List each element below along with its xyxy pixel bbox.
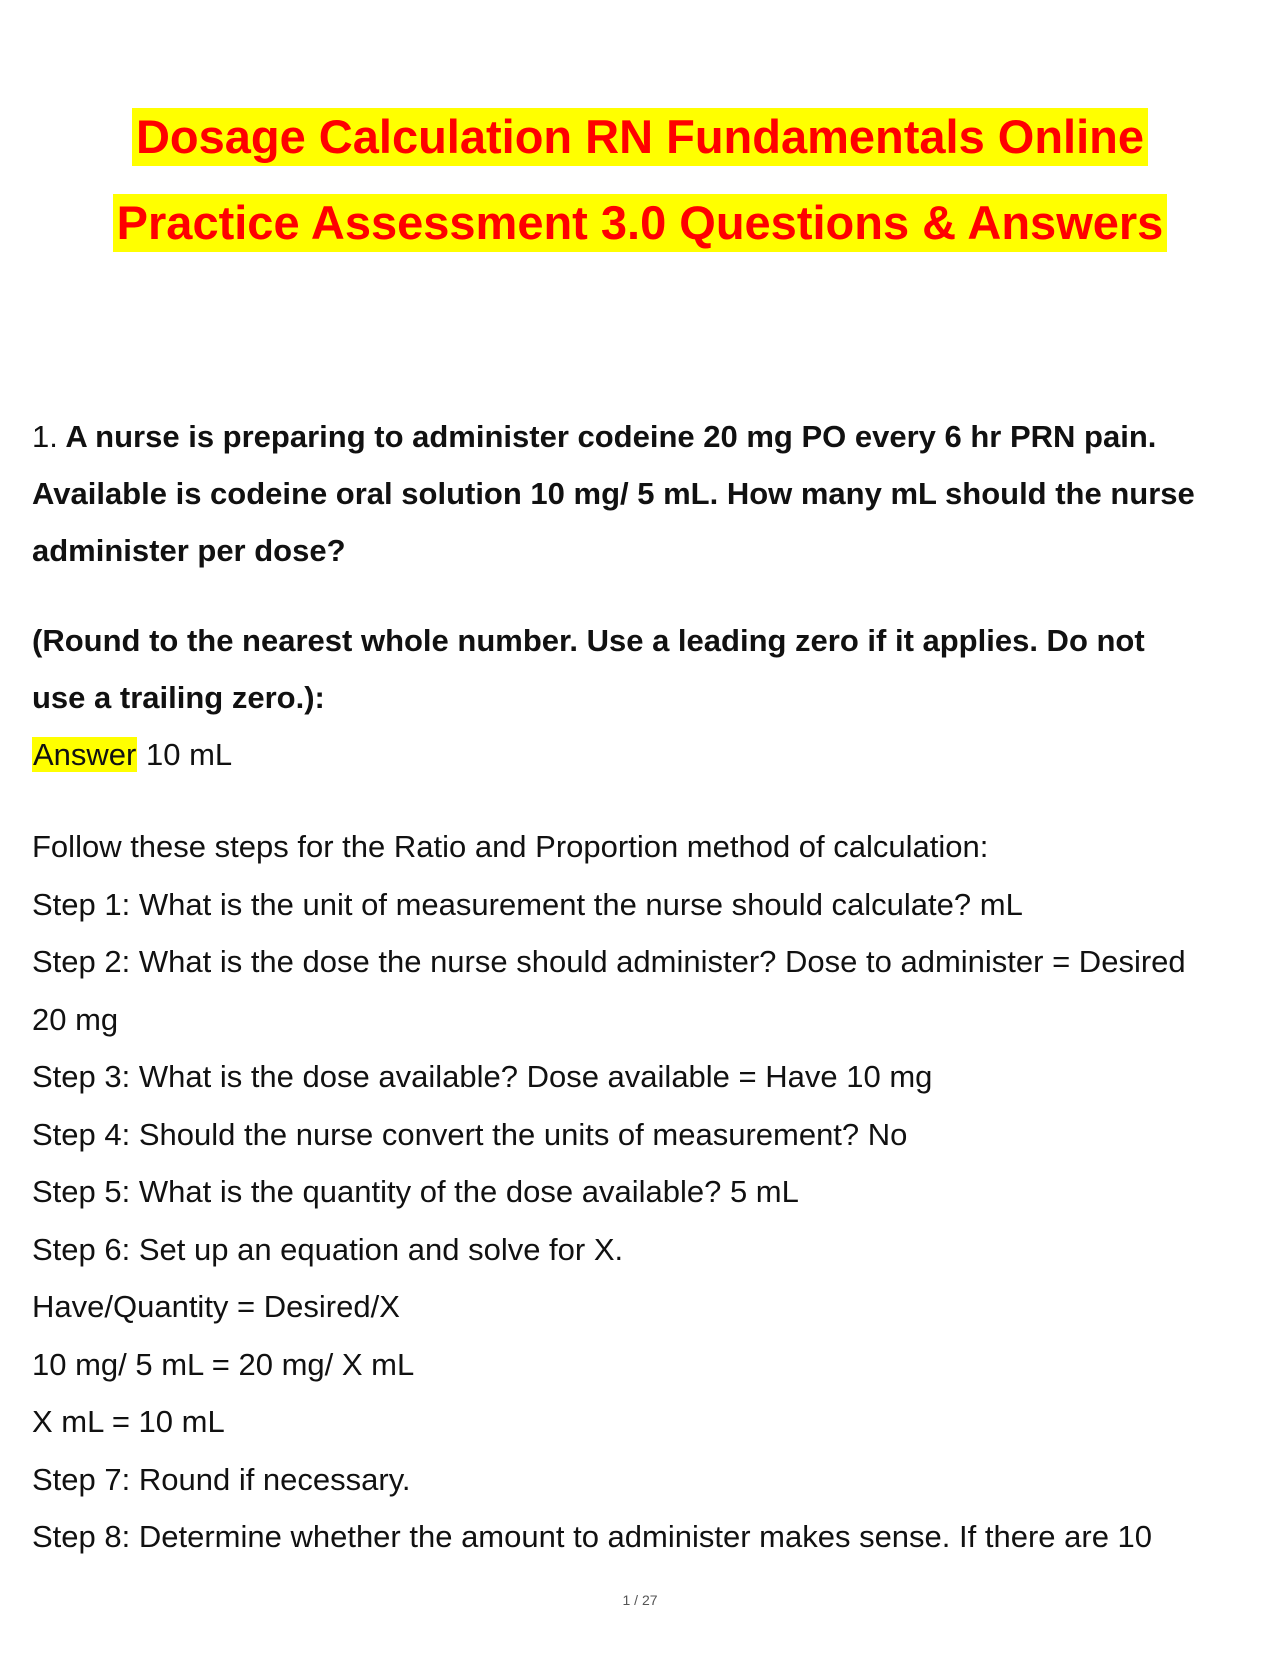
step-line: X mL = 10 mL — [32, 1404, 225, 1439]
step-line: Step 2: What is the dose the nurse should administer? Dose to administer = Desired — [32, 944, 1186, 979]
question-line: Available is codeine oral solution 10 mg/ 5 mL. How many mL should the nurse — [32, 476, 1195, 511]
step-line: Step 1: What is the unit of measurement the nurse should calculate? mL — [32, 886, 1023, 922]
rounding-instructions — [32, 612, 1257, 726]
rounding-line: use a trailing zero.): — [32, 680, 325, 715]
question-text: A nurse is preparing to administer codeine 20 mg PO every 6 hr PRN pain. — [65, 419, 1157, 454]
answer-value: 10 mL — [146, 737, 233, 772]
step-line: 20 mg — [32, 1001, 119, 1037]
rounding-line: (Round to the nearest whole number. Use a leading zero if it applies. Do not — [32, 623, 1145, 658]
question-line: administer per dose? — [32, 533, 346, 568]
step-line: Step 7: Round if necessary. — [32, 1461, 411, 1497]
solution-steps — [32, 818, 1257, 1566]
step-line: Have/Quantity = Desired/X — [32, 1289, 400, 1324]
step-line: 10 mg/ 5 mL = 20 mg/ X mL — [32, 1346, 415, 1382]
answer-line — [32, 726, 1257, 783]
question-block — [32, 408, 1257, 783]
question-line — [32, 408, 1257, 465]
title-line-2: Practice Assessment 3.0 Questions & Answers — [113, 194, 1168, 252]
document-title — [0, 108, 1280, 280]
step-line: Step 6: Set up an equation and solve for X. — [32, 1231, 624, 1267]
document-body — [32, 408, 1257, 1566]
step-line: Step 8: Determine whether the amount to administer makes sense. If there are 10 — [32, 1519, 1153, 1554]
step-line: Step 4: Should the nurse convert the units of measurement? No — [32, 1116, 908, 1152]
title-line-1: Dosage Calculation RN Fundamentals Online — [132, 108, 1148, 166]
step-line: Follow these steps for the Ratio and Proportion method of calculation: — [32, 829, 989, 864]
question-number: 1. — [32, 419, 58, 454]
page-indicator: 1 / 27 — [622, 1592, 658, 1608]
step-line: Step 5: What is the quantity of the dose available? 5 mL — [32, 1174, 799, 1209]
answer-label: Answer — [33, 737, 137, 772]
step-line: Step 3: What is the dose available? Dose available = Have 10 mg — [32, 1059, 933, 1094]
